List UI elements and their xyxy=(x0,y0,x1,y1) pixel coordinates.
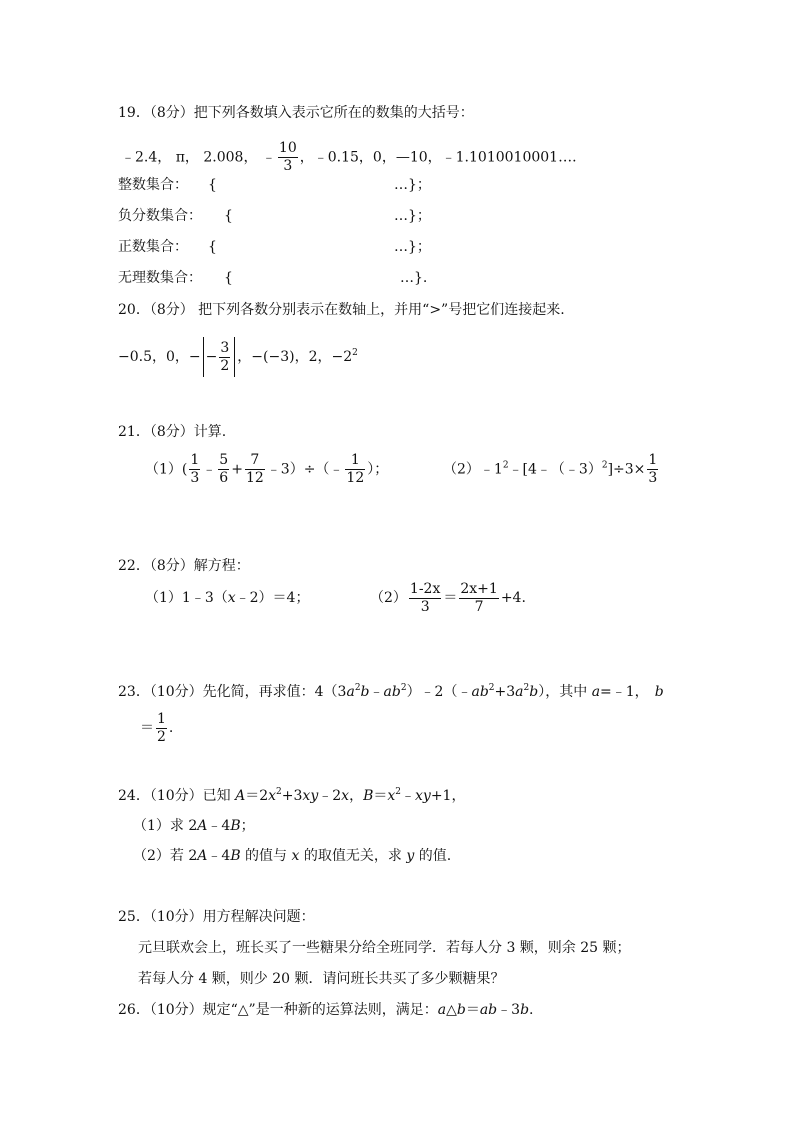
q21-part2 xyxy=(443,452,660,486)
fraction xyxy=(245,452,265,487)
exponent: 2 xyxy=(354,683,361,693)
fraction xyxy=(647,452,658,487)
exponent: 2 xyxy=(601,460,608,471)
expression-text: +3 xyxy=(494,684,516,700)
expression-text: =﹣1， xyxy=(600,684,649,700)
equals-sign: ＝ xyxy=(443,590,458,606)
variable: A xyxy=(197,818,208,834)
fraction-numerator: 1 xyxy=(648,452,658,468)
variable: xy xyxy=(302,788,319,804)
fraction xyxy=(459,581,498,616)
q19-heading: 19．（8分）把下列各数填入表示它所在的数集的大括号： xyxy=(118,105,474,121)
q25-line2: 若每人分 4 颗，则少 20 颗．请问班长共买了多少颗糖果？ xyxy=(138,971,505,987)
q20-numbers xyxy=(118,337,358,377)
expression-text: 的值. xyxy=(414,848,452,864)
fraction-denominator: 2 xyxy=(157,728,166,745)
q24-part1 xyxy=(133,816,255,836)
q19-n3: 2.008， xyxy=(203,149,258,166)
expression-text: ﹣4 xyxy=(207,848,231,864)
q19-n1: ﹣2.4， xyxy=(121,149,172,166)
fraction-numerator: 10 xyxy=(278,140,297,156)
q19-set-negative-fraction xyxy=(118,206,431,226)
variable: x xyxy=(227,590,236,606)
q19-set-positive xyxy=(118,237,431,257)
part-label: （2）﹣1 xyxy=(443,461,503,478)
variable: y xyxy=(406,848,415,864)
fraction xyxy=(156,711,167,746)
expression-text: ， xyxy=(349,788,364,804)
expression-text: +3 xyxy=(281,788,303,804)
expression-text: ﹣2）＝4； xyxy=(235,590,310,606)
fraction-denominator: 2 xyxy=(220,357,230,374)
open-brace: { xyxy=(208,177,217,193)
q21-heading: 21．（8分）计算. xyxy=(118,424,227,440)
part-label: （1）求 2 xyxy=(133,818,198,834)
expression-text: 的取值无关，求 xyxy=(299,848,407,864)
operator: △ xyxy=(446,1002,457,1018)
variable: b xyxy=(520,1002,530,1018)
variable: ab xyxy=(471,684,489,700)
equals-sign: ＝ xyxy=(140,720,154,736)
close-brace: …}； xyxy=(394,208,431,224)
fraction-numerator: 1 xyxy=(190,452,200,468)
operator: ﹣ xyxy=(369,684,384,700)
variable: a xyxy=(346,684,355,700)
q20-fraction xyxy=(219,340,230,375)
open-brace: { xyxy=(224,208,233,224)
variable: ab xyxy=(383,684,401,700)
q19-n2: π， xyxy=(175,149,199,166)
variable: x xyxy=(291,848,300,864)
variable: A xyxy=(235,788,246,804)
q20-part-a: −0.5，0，− xyxy=(118,349,201,365)
expression-text: ； xyxy=(240,818,255,834)
exponent: 2 xyxy=(523,683,530,693)
fraction-denominator: 12 xyxy=(245,470,264,486)
absolute-value xyxy=(203,337,236,377)
open-brace: { xyxy=(208,239,217,255)
q23-line1 xyxy=(118,682,664,702)
q21-part1 xyxy=(145,452,388,486)
variable: B xyxy=(230,848,241,864)
exponent: 2 xyxy=(502,460,509,471)
variable: x xyxy=(387,788,396,804)
q24-part2 xyxy=(133,846,451,866)
expression-text: ]÷3× xyxy=(607,461,646,478)
fraction xyxy=(218,452,229,487)
variable: b xyxy=(456,1002,466,1018)
set-label: 负分数集合： xyxy=(118,208,202,224)
q20-heading: 20．（8分） 把下列各数分别表示在数轴上，并用“>”号把它们连接起来. xyxy=(118,302,565,318)
variable: a xyxy=(591,684,601,700)
variable: x xyxy=(341,788,350,804)
exponent: 2 xyxy=(488,683,495,693)
fraction-denominator: 3 xyxy=(420,598,430,615)
expression-text: . xyxy=(529,1002,534,1018)
fraction xyxy=(189,452,200,487)
fraction-denominator: 12 xyxy=(346,470,365,486)
q23-line2 xyxy=(140,710,173,746)
set-label: 整数集合： xyxy=(118,177,188,193)
open-brace: { xyxy=(224,270,233,286)
expression-text: . xyxy=(168,720,174,736)
part-label: （2）若 2 xyxy=(133,848,198,864)
expression-text: 的值与 xyxy=(240,848,292,864)
q19-set-irrational xyxy=(118,268,428,288)
q22-part1 xyxy=(145,588,309,608)
variable: b xyxy=(360,684,370,700)
variable: A xyxy=(197,848,208,864)
close-brace: …}； xyxy=(394,239,431,255)
expression-text: ）﹣2（﹣ xyxy=(406,684,472,700)
expression-text: ﹣2 xyxy=(318,788,342,804)
expression-text: ）； xyxy=(367,461,389,478)
exponent: 2 xyxy=(395,787,401,797)
fraction-numerator: 3 xyxy=(220,339,230,356)
expression-text: ＝2 xyxy=(245,788,269,804)
expression-text: ﹣[4﹣（﹣3） xyxy=(508,461,602,478)
q20-part-b: ，−(−3)，2，−2 xyxy=(237,349,353,365)
expression-text: +4. xyxy=(500,590,526,606)
variable: B xyxy=(230,818,241,834)
close-brace: …}. xyxy=(400,270,428,286)
exponent: 2 xyxy=(352,348,358,358)
fraction xyxy=(345,452,365,487)
q19-n5: ，﹣0.15，0，—10，﹣1.1010010001…. xyxy=(299,149,577,166)
expression-text: +1， xyxy=(430,788,466,804)
fraction xyxy=(409,581,441,616)
fraction-numerator: 1 xyxy=(157,710,166,727)
q19-numbers xyxy=(121,140,577,174)
fraction-denominator: 3 xyxy=(283,158,293,174)
fraction-denominator: 3 xyxy=(648,470,658,486)
q23-heading: 23．（10分）先化简，再求值：4（3 xyxy=(118,684,347,700)
variable: x xyxy=(268,788,277,804)
operator: ﹣ xyxy=(401,788,415,804)
operator: + xyxy=(231,461,243,478)
part-label: （1）( xyxy=(145,461,188,478)
expression-text: ），其中 xyxy=(538,684,592,700)
variable: xy xyxy=(415,788,431,804)
set-label: 正数集合： xyxy=(118,239,188,255)
fraction-numerator: 7 xyxy=(245,452,265,470)
q26-heading: 26．（10分）规定“△”是一种新的运算法则，满足： xyxy=(118,1002,438,1018)
q19-set-integer xyxy=(118,175,431,195)
close-brace: …}； xyxy=(394,177,431,193)
variable: b xyxy=(654,684,664,700)
q25-heading: 25．（10分）用方程解决问题： xyxy=(118,909,315,925)
q24-line1 xyxy=(118,786,465,806)
q26-line xyxy=(118,1000,533,1020)
exponent: 2 xyxy=(400,683,407,693)
q19-fraction xyxy=(278,140,298,175)
fraction-denominator: 7 xyxy=(474,598,484,615)
expression-text: ﹣3）÷（﹣ xyxy=(266,461,344,478)
expression-text: ﹣4 xyxy=(207,818,231,834)
q24-heading: 24．（10分）已知 xyxy=(118,788,236,804)
operator: ﹣ xyxy=(202,461,217,478)
variable: a xyxy=(515,684,524,700)
fraction-numerator: 2x+1 xyxy=(460,580,498,597)
variable: b xyxy=(529,684,539,700)
fraction-denominator: 3 xyxy=(190,470,200,486)
q19-n4-sign: ﹣ xyxy=(261,149,276,166)
q25-line1: 元旦联欢会上，班长买了一些糖果分给全班同学．若每人分 3 颗，则余 25 颗； xyxy=(138,940,631,956)
expression-text: ＝ xyxy=(373,788,388,804)
expression-text: ﹣3 xyxy=(497,1002,521,1018)
set-label: 无理数集合： xyxy=(118,270,202,286)
fraction-numerator: 1-2x xyxy=(409,580,441,597)
fraction-numerator: 5 xyxy=(219,452,229,468)
fraction-denominator: 6 xyxy=(219,470,229,486)
fraction-numerator: 1 xyxy=(345,452,365,470)
expression-text: （1）1﹣3（ xyxy=(145,590,228,606)
part-label: （2） xyxy=(370,590,407,606)
exponent: 2 xyxy=(276,787,282,797)
equals-sign: ＝ xyxy=(465,1002,480,1018)
abs-sign: − xyxy=(205,349,218,365)
q22-part2 xyxy=(370,580,526,616)
variable: B xyxy=(363,788,374,804)
q22-heading: 22．（8分）解方程： xyxy=(118,558,250,574)
variable: a xyxy=(437,1002,447,1018)
variable: ab xyxy=(479,1002,498,1018)
